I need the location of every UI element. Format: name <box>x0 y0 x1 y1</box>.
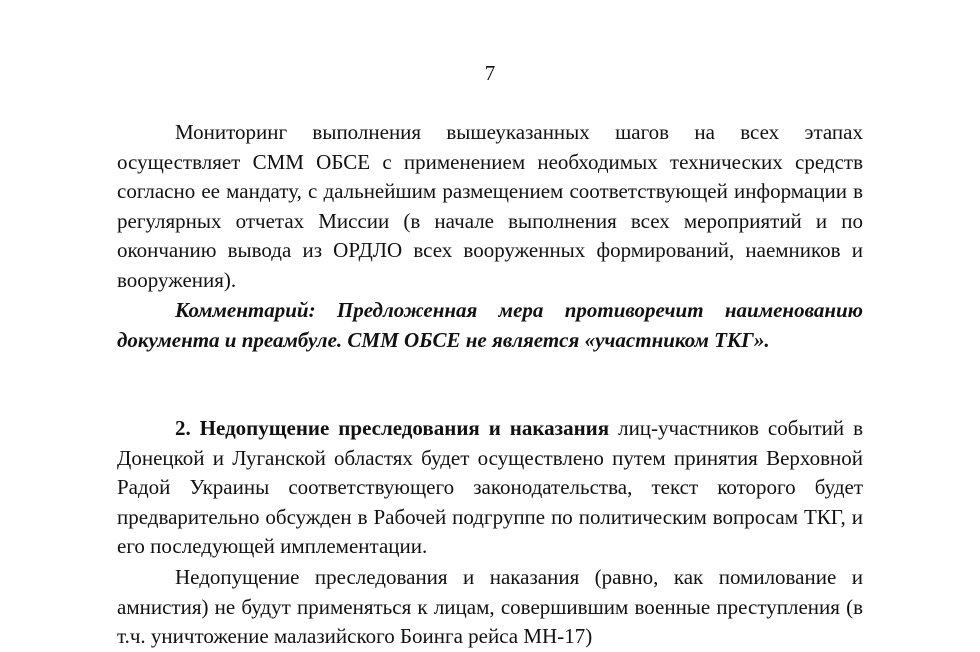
item-2-text: лиц-участников событий в Донецкой и Луганской областях будет осуществлено путем принятия Верховной Радой Украины соответствующего законодательства, текст которого будет предварительно обсужден в Рабочей подгруппе по политическим вопросам ТКГ, и его последующей имплементации. <box>117 416 864 558</box>
paragraph-monitoring: Мониторинг выполнения вышеуказанных шагов на всех этапах осуществляет СММ ОБСЕ с применением необходимых технических средств согласно ее мандату, с дальнейшим размещением соответствующей информации в регулярных отчетах Миссии (в начале выполнения всех мероприятий и по окончанию вывода из ОРДЛО всех вооруженных формирований, наемников и вооружения). <box>117 120 863 292</box>
paragraph-item-2 <box>117 414 863 562</box>
paragraph-comment: Комментарий: Предложенная мера противоречит наименованию документа и преамбуле. СММ ОБСЕ не является «участником ТКГ». <box>117 298 863 352</box>
paragraph-amnesty: Недопущение преследования и наказания (равно, как помилование и амнистия) не будут применяться к лицам, совершившим военные преступления (в т.ч. уничтожение малазийского Боинга рейса МН-17) <box>117 565 863 648</box>
page-number: 7 <box>484 61 496 85</box>
item-2-heading: 2. Недопущение преследования и наказания <box>175 416 610 440</box>
